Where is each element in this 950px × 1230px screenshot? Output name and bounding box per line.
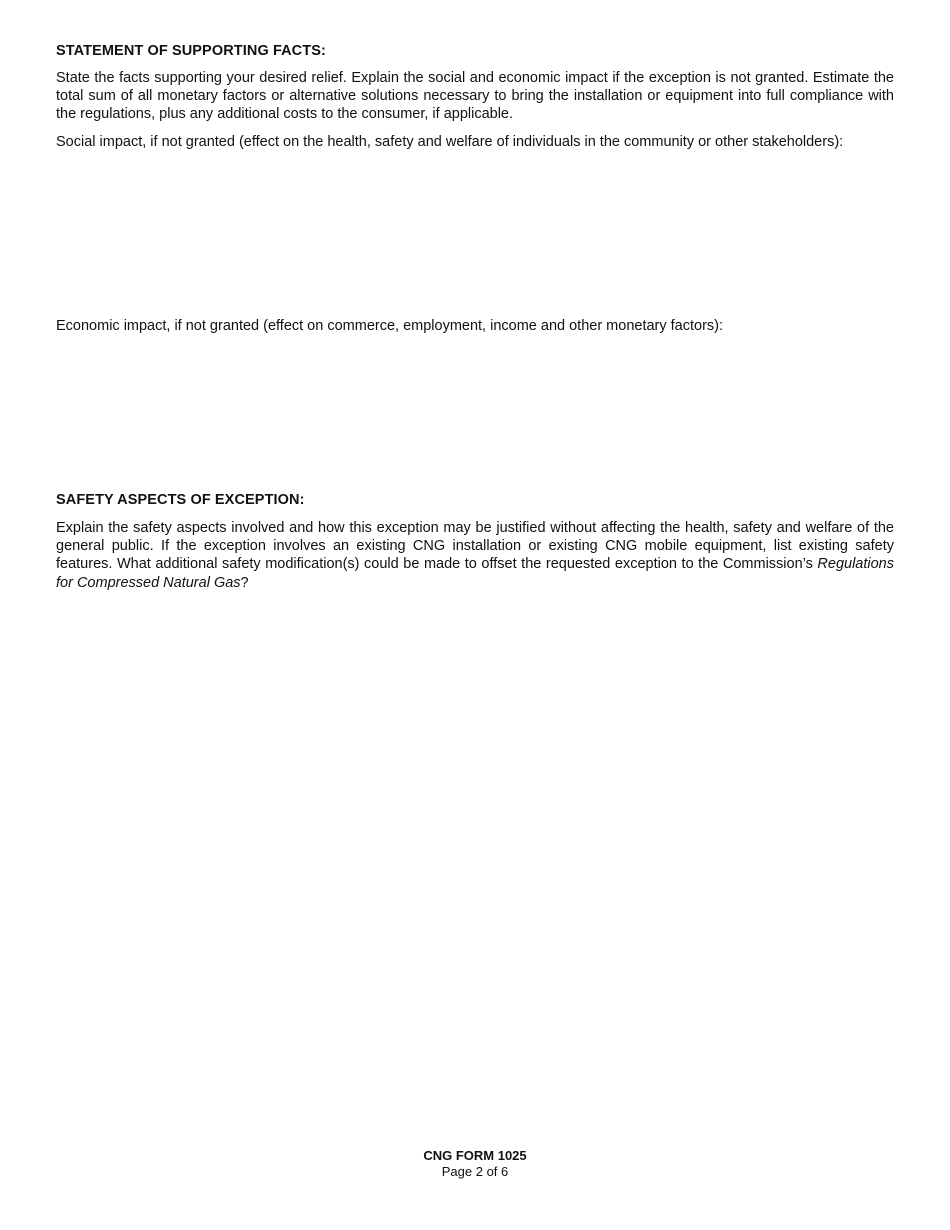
safety-instructions-end: ?	[240, 574, 249, 591]
form-page	[56, 0, 894, 1230]
economic-impact-answer-area[interactable]	[56, 340, 894, 485]
social-impact-answer-area[interactable]	[56, 172, 894, 312]
form-name: CNG FORM 1025	[423, 1148, 527, 1163]
supporting-facts-heading: STATEMENT OF SUPPORTING FACTS:	[56, 43, 326, 59]
safety-aspects-heading: SAFETY ASPECTS OF EXCEPTION:	[56, 492, 305, 508]
safety-aspects-answer-area[interactable]	[56, 600, 894, 1120]
safety-aspects-instructions	[56, 519, 894, 592]
regulations-title: Regulations for Compressed Natural Gas	[56, 556, 894, 591]
page-number: Page 2 of 6	[441, 1164, 509, 1179]
social-impact-label: Social impact, if not granted (effect on the health, safety and welfare of individuals in the community or other stakeholders):	[56, 134, 844, 150]
economic-impact-label: Economic impact, if not granted (effect on commerce, employment, income and other monetary factors):	[56, 318, 724, 334]
supporting-facts-instructions: State the facts supporting your desired relief. Explain the social and economic impact if the exception is not granted. Estimate the total sum of all monetary factors or alternative solutions necessary to bring the installation or equipment into full compliance with the regulations, plus any additional costs to the consumer, if applicable.	[56, 70, 894, 123]
page-footer	[0, 1148, 950, 1180]
safety-instructions-text: Explain the safety aspects involved and how this exception may be justified without affecting the health, safety and welfare of the general public. If the exception involves an existing CNG installation or existing CNG mobile equipment, list existing safety features. What additional safety modification(s) could be made to offset the requested exception to the Commission’s	[56, 520, 894, 573]
